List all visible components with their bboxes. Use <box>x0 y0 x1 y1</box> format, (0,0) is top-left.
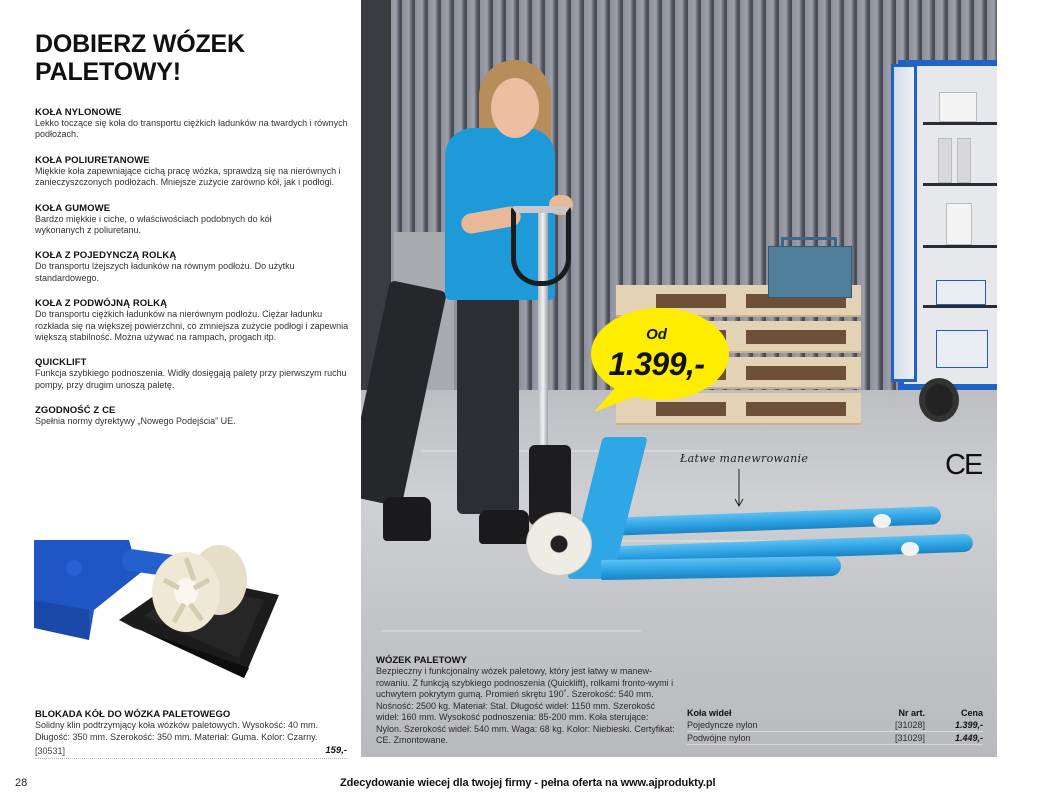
product-variants-table <box>687 707 983 745</box>
feature-single-roller <box>35 250 350 284</box>
variant-name: Podwójne nylon <box>687 733 751 743</box>
product-text: Bezpieczny i funkcjonalny wózek paletowy, który jest łatwy w manew-rowaniu. Z funkcją szybkiego podnoszenia (Quicklift), rolkami fronto-wymi i uchwytem pokrytym gumą. Promień skrętu 190˚. Szerokość: 540 mm. Nośność: 2500 kg. Materiał: Stal. Długość wideł: 1150 mm. Szerokość wideł: 160 mm. Wysokość podnoszenia: 85-200 mm. Koła sterujące: Nylon. Szerokość wideł: 540 mm. Waga: 68 kg. Kolor: Niebieski. Certyfikat: CE. Zmontowane. <box>376 666 675 745</box>
shelf-bottle <box>938 138 952 183</box>
pallet-slot <box>746 402 846 416</box>
cabinet-shelf <box>923 305 997 308</box>
accessory-title: BLOKADA KÓŁ DO WÓZKA PALETOWEGO <box>35 709 231 720</box>
feature-text: Miękkie koła zapewniające cichą pracę wózka, sprawdzą się na nierównych i zanieczyszczonych podłożach. Mniejsze zużycie zarówno kół, jak i podłogi. <box>35 165 341 188</box>
feature-nylon-wheels <box>35 107 350 141</box>
shelf-box <box>936 330 988 368</box>
feature-title: KOŁA Z POJEDYNCZĄ ROLKĄ <box>35 250 177 262</box>
person-leg <box>457 292 519 514</box>
page-number: 28 <box>15 777 28 789</box>
toolbox <box>768 246 852 298</box>
table-row <box>687 719 983 732</box>
shelf-bucket <box>939 92 977 122</box>
feature-text: Bardzo miękkie i ciche, o właściwościach podobnych do kół wykonanych z poliuretanu. <box>35 213 272 236</box>
ce-mark-icon: CE <box>945 449 982 481</box>
price-bubble <box>584 306 729 414</box>
wheel-chock-photo <box>34 540 284 680</box>
accessory-price-row <box>35 745 347 759</box>
fork-roller <box>901 542 919 556</box>
feature-polyurethane-wheels <box>35 155 350 189</box>
feature-text: Funkcja szybkiego podnoszenia. Widły dosięgają palety przy pierwszym ruchu pompy, przy drugim unoszą paletę. <box>35 368 347 390</box>
feature-title: KOŁA POLIURETANOWE <box>35 154 150 166</box>
feature-title: ZGODNOŚĆ Z CE <box>35 405 116 417</box>
feature-title: KOŁA GUMOWE <box>35 202 111 214</box>
accessory-price: 159,- <box>325 745 347 757</box>
accessory-article-number: [30531] <box>35 746 66 757</box>
feature-title: KOŁA Z PODWÓJNĄ ROLKĄ <box>35 298 168 310</box>
page-title-line2: PALETOWY! <box>35 58 181 86</box>
fork-roller <box>873 514 891 528</box>
person-shoe <box>383 497 431 541</box>
feature-list <box>35 107 350 442</box>
feature-title: QUICKLIFT <box>35 357 87 369</box>
feature-ce-compliance <box>35 405 350 427</box>
feature-text: Spełnia normy dyrektywy „Nowego Podejścia” UE. <box>35 416 236 427</box>
person-face <box>491 78 539 138</box>
price-value: 1.399,- <box>608 346 705 382</box>
product-title: WÓZEK PALETOWY <box>376 655 467 666</box>
variant-name: Pojedyncze nylon <box>687 720 758 730</box>
truck-fork-base <box>601 556 841 580</box>
feature-rubber-wheels <box>35 203 350 237</box>
feature-double-roller <box>35 298 350 343</box>
column-header-wheels: Koła wideł <box>687 708 732 718</box>
pallet-slot <box>746 330 846 344</box>
accessory-description: Solidny klin podtrzymjący koła wózków paletowych. Wysokość: 40 mm. Długość: 350 mm. Szerokość: 350 mm. Materiał: Guma. Kolor: Czarny. <box>35 720 319 742</box>
page-title <box>35 30 345 86</box>
variant-article: [31029] <box>894 733 925 743</box>
feature-text: Do transportu lżejszych ładunków na równym podłożu. Do użytku standardowego. <box>35 261 295 283</box>
variant-price: 1.449,- <box>954 733 983 743</box>
column-header-article: Nr art. <box>898 708 925 718</box>
product-description <box>376 655 676 747</box>
column-header-price: Cena <box>960 708 983 718</box>
annotation-easy-maneuvering: Łatwe manewrowanie <box>680 452 809 465</box>
variant-price: 1.399,- <box>954 720 983 730</box>
hero-photo <box>361 0 997 757</box>
feature-text: Lekko toczące się koła do transportu ciężkich ładunków na twardych i równych podłożach. <box>35 118 348 140</box>
cabinet-shelf <box>923 245 997 248</box>
truck-steering-wheel <box>526 512 592 576</box>
table-header <box>687 707 983 719</box>
shelf-box <box>936 280 986 305</box>
price-prefix: Od <box>646 326 667 343</box>
cabinet-shelf <box>923 183 997 186</box>
feature-quicklift <box>35 357 350 391</box>
feature-title: KOŁA NYLONOWE <box>35 107 122 118</box>
table-row <box>687 732 983 745</box>
arrow-down-icon <box>734 469 744 509</box>
shelf-roll <box>946 203 972 245</box>
pallet-slot <box>746 366 846 380</box>
cabinet-door <box>891 64 917 382</box>
floor-streak <box>381 630 641 632</box>
page-title-line1: DOBIERZ WÓZEK <box>35 30 245 58</box>
person-shoe <box>479 510 529 544</box>
footer-tagline: Zdecydowanie wiecej dla twojej firmy - pełna oferta na www.ajprodukty.pl <box>340 777 716 789</box>
feature-text: Do transportu ciężkich ładunków na nierównym podłożu. Ciężar ładunku rozkłada się na większej powierzchni, co zmniejsza zużycie podłogi i zapewnia większą stabilność. Można używać na rampach, progach itp. <box>35 309 349 343</box>
shelf-bottle <box>957 138 971 183</box>
truck-handle <box>511 206 571 286</box>
accessory-wheel-chock <box>35 709 347 759</box>
cabinet-wheel <box>919 378 959 422</box>
cabinet-shelf <box>923 122 997 125</box>
variant-article: [31028] <box>894 720 925 730</box>
